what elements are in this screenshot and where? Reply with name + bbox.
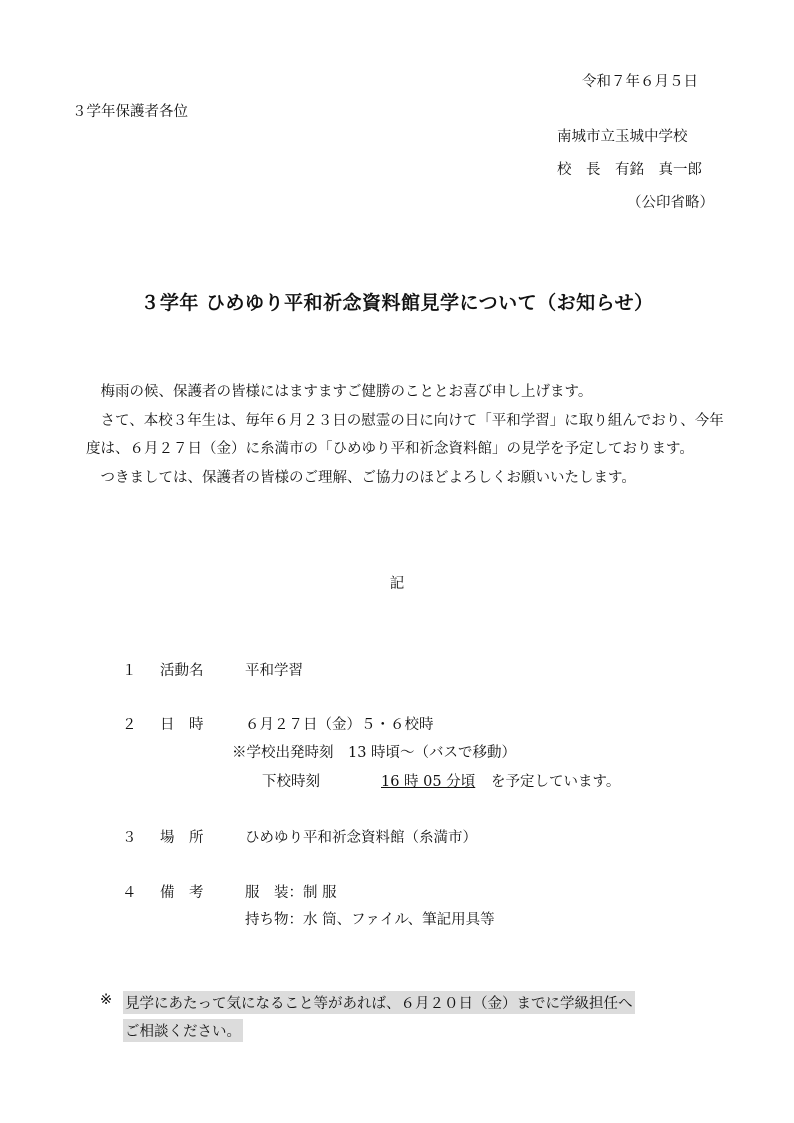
item-3-value: ひめゆり平和祈念資料館（糸満市） (245, 830, 477, 846)
document-date: 令和７年６月５日 (582, 74, 698, 90)
return-time: 16 時 05 分頃 (381, 774, 476, 790)
note-line-2: ご相談ください。 (123, 1019, 243, 1042)
departure-time: ※学校出発時刻 13 時頃～（バスで移動） (232, 745, 517, 761)
item-3-heading: 場 所 (160, 830, 204, 846)
principal-name: 校 長 有銘 真一郎 (557, 162, 702, 178)
note-mark: ※ (100, 992, 113, 1008)
body-paragraph-1: 梅雨の候、保護者の皆様にはますますご健勝のこととお喜び申し上げます。 (100, 384, 593, 400)
item-1-heading: 活動名 (160, 663, 204, 679)
item-1-number: １ (122, 663, 137, 679)
item-2-number: ２ (122, 717, 137, 733)
school-name: 南城市立玉城中学校 (557, 129, 688, 145)
item-2-heading: 日 時 (160, 717, 204, 733)
return-suffix: を予定しています。 (491, 774, 621, 790)
note-line-1: 見学にあたって気になること等があれば、６月２０日（金）までに学級担任へ (123, 991, 635, 1014)
item-1-value: 平和学習 (245, 663, 303, 679)
body-text (86, 378, 726, 492)
recipient: ３学年保護者各位 (72, 104, 188, 120)
item-2-value: ６月２７日（金）５・６校時 (245, 717, 434, 733)
body-paragraph-3: つきましては、保護者の皆様のご理解、ご協力のほどよろしくお願いいたします。 (100, 469, 636, 486)
document-title: ３学年 ひめゆり平和祈念資料館見学について（お知らせ） (140, 292, 654, 314)
seal-note: （公印省略） (627, 195, 714, 211)
ki-heading: 記 (389, 576, 405, 592)
body-paragraph-2: さて、本校３年生は、毎年６月２３日の慰霊の日に向けて「平和学習」に取り組んでおり、今年度は、６月２７日（金）に糸満市の「ひめゆり平和祈念資料館」の見学を予定しております。 (86, 412, 724, 457)
item-4-number: ４ (122, 885, 137, 901)
return-label: 下校時刻 (262, 774, 320, 790)
belongings: 持ち物：水 筒、ファイル、筆記用具等 (245, 912, 495, 928)
dress-code: 服 装：制 服 (245, 885, 337, 901)
item-3-number: ３ (122, 830, 137, 846)
item-4-heading: 備 考 (160, 885, 204, 901)
